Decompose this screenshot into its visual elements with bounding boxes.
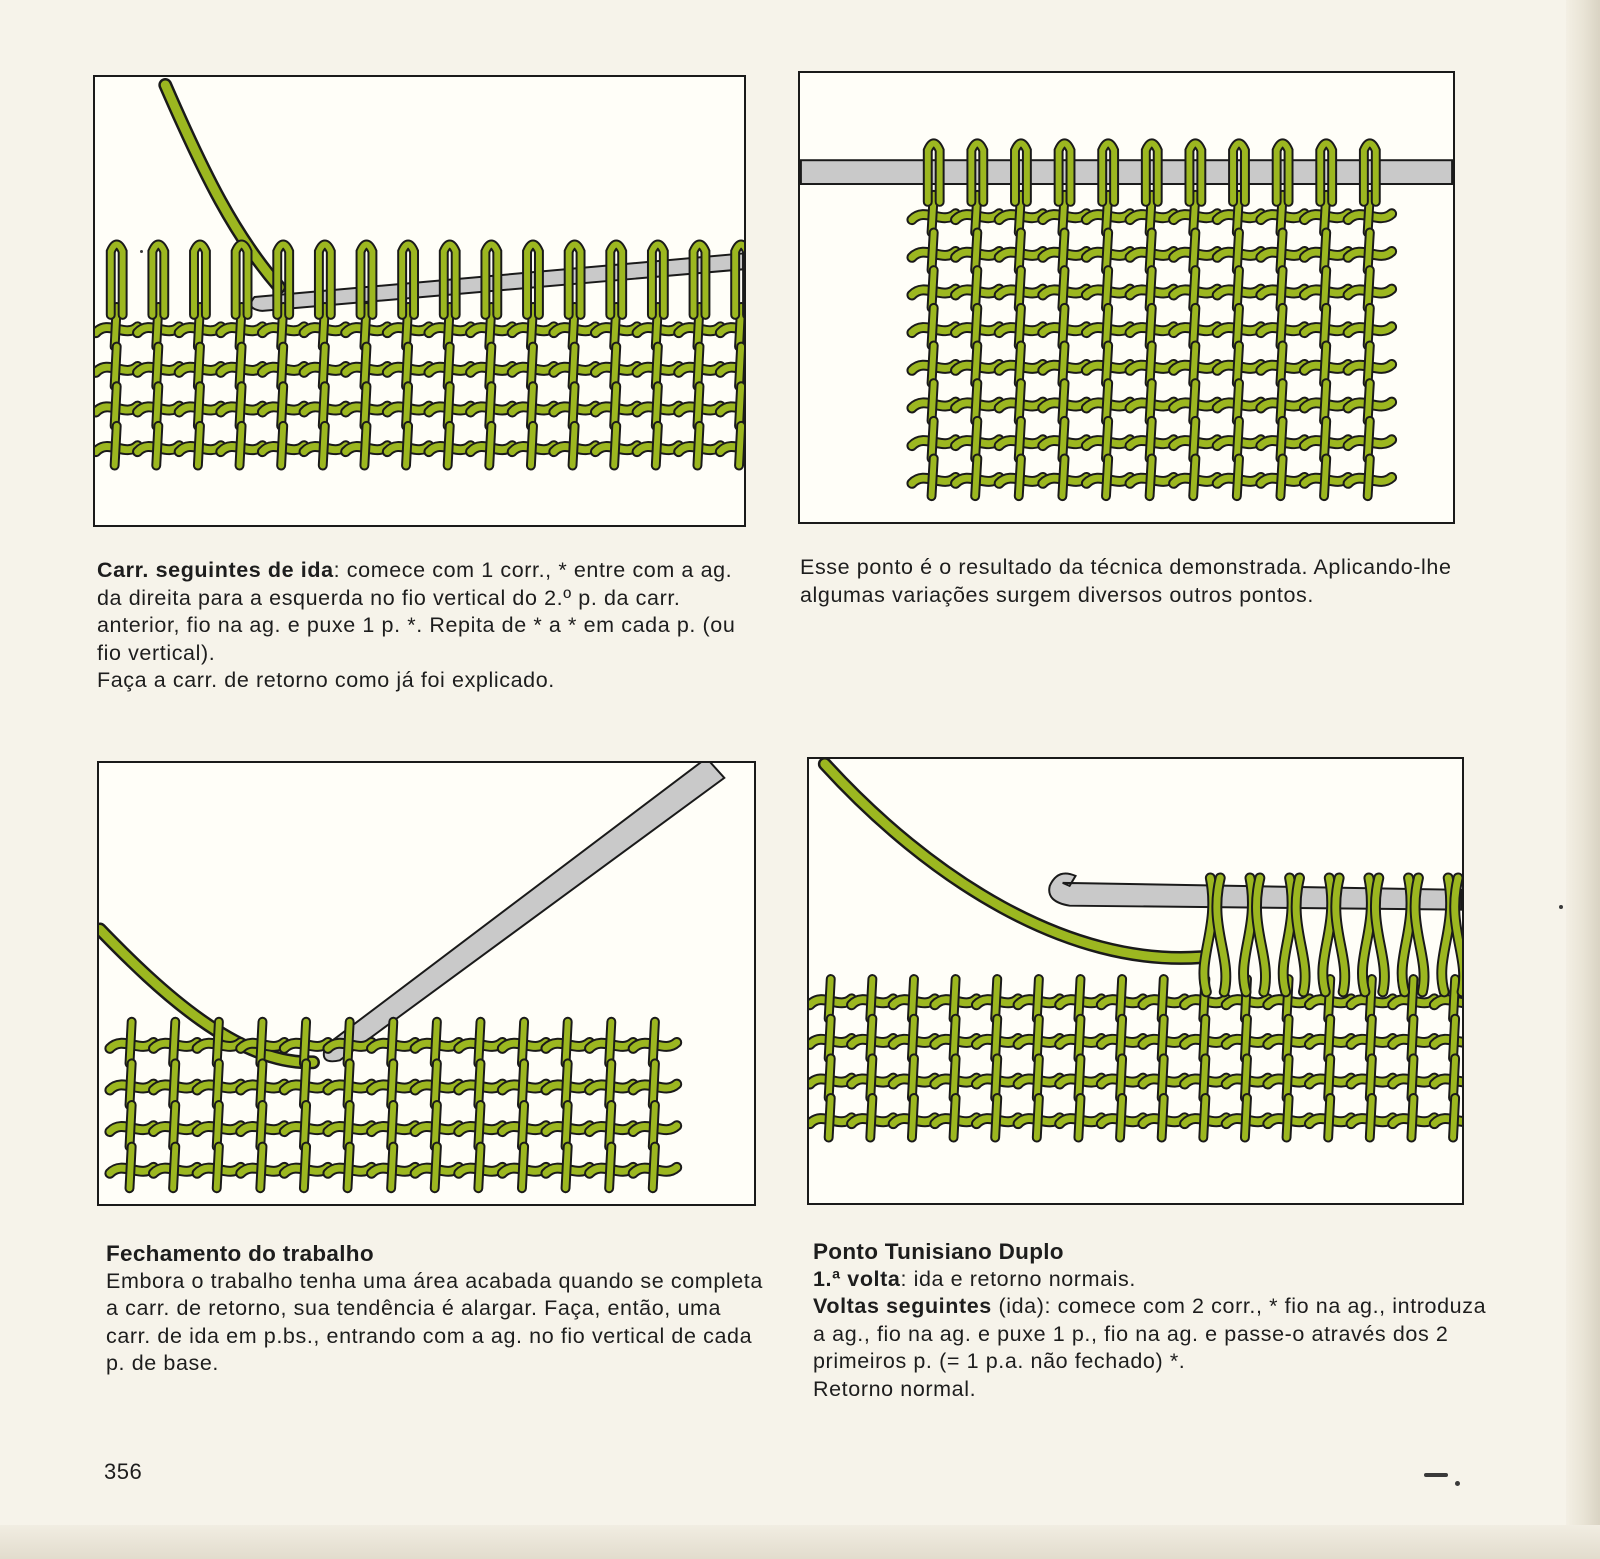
caption-double-tunisian-row2-label: Voltas seguintes	[813, 1294, 992, 1318]
caption-double-tunisian-title: Ponto Tunisiano Duplo	[813, 1239, 1064, 1264]
caption-double-tunisian	[813, 1238, 1493, 1403]
illustration-double-tunisian	[807, 757, 1464, 1205]
double-tunisian-stitch-illustration	[809, 759, 1462, 1203]
page-number: 356	[104, 1459, 143, 1484]
caption-binding-off	[106, 1240, 771, 1378]
caption-binding-off-title: Fechamento do trabalho	[106, 1241, 374, 1266]
tunisian-stitch-result-illustration	[800, 73, 1453, 522]
illustration-binding-off	[97, 761, 756, 1206]
caption-forward-pass-title: Carr. seguintes de ida	[97, 558, 334, 582]
binding-off-illustration	[99, 763, 754, 1204]
tunisian-forward-pass-illustration	[95, 77, 744, 525]
caption-forward-pass-text: : comece com 1 corr., * entre com a ag. da direita para a esquerda no fio vertical do 2.º p. da carr. anterior, fio na ag. e puxe 1 p. *. Repita de * a * em cada p. (ou fio vertical).	[97, 558, 736, 665]
caption-double-tunisian-row2-text: (ida): comece com 2 corr., * fio na ag., introduza a ag., fio na ag. e puxe 1 p., fio na ag. e passe-o através dos 2 primeiros p. (= 1 p.a. não fechado) *.	[813, 1294, 1487, 1373]
caption-stitch-result	[800, 554, 1480, 609]
illustration-forward-pass	[93, 75, 746, 527]
caption-forward-pass	[97, 557, 762, 695]
ink-speck	[1424, 1473, 1448, 1477]
caption-double-tunisian-row1-label: 1.ª volta	[813, 1266, 901, 1291]
ink-speck	[1455, 1481, 1460, 1486]
ink-speck	[1559, 905, 1563, 909]
caption-binding-off-text: Embora o trabalho tenha uma área acabada quando se completa a carr. de retorno, sua tendência é alargar. Faça, então, uma carr. de ida em p.bs., entrando com a ag. no fio vertical de cada p. de base.	[106, 1268, 763, 1375]
caption-stitch-result-text: Esse ponto é o resultado da técnica demonstrada. Aplicando-lhe algumas variações surgem diversos outros pontos.	[800, 555, 1452, 607]
page-edge	[1566, 0, 1600, 1559]
page-bottom-edge	[0, 1525, 1600, 1559]
caption-double-tunisian-row1-text: : ida e retorno normais.	[900, 1266, 1136, 1291]
ink-speck	[140, 250, 143, 253]
illustration-stitch-result	[798, 71, 1455, 524]
caption-double-tunisian-row3-text: Retorno normal.	[813, 1376, 977, 1401]
caption-forward-pass-note: Faça a carr. de retorno como já foi explicado.	[97, 668, 555, 692]
